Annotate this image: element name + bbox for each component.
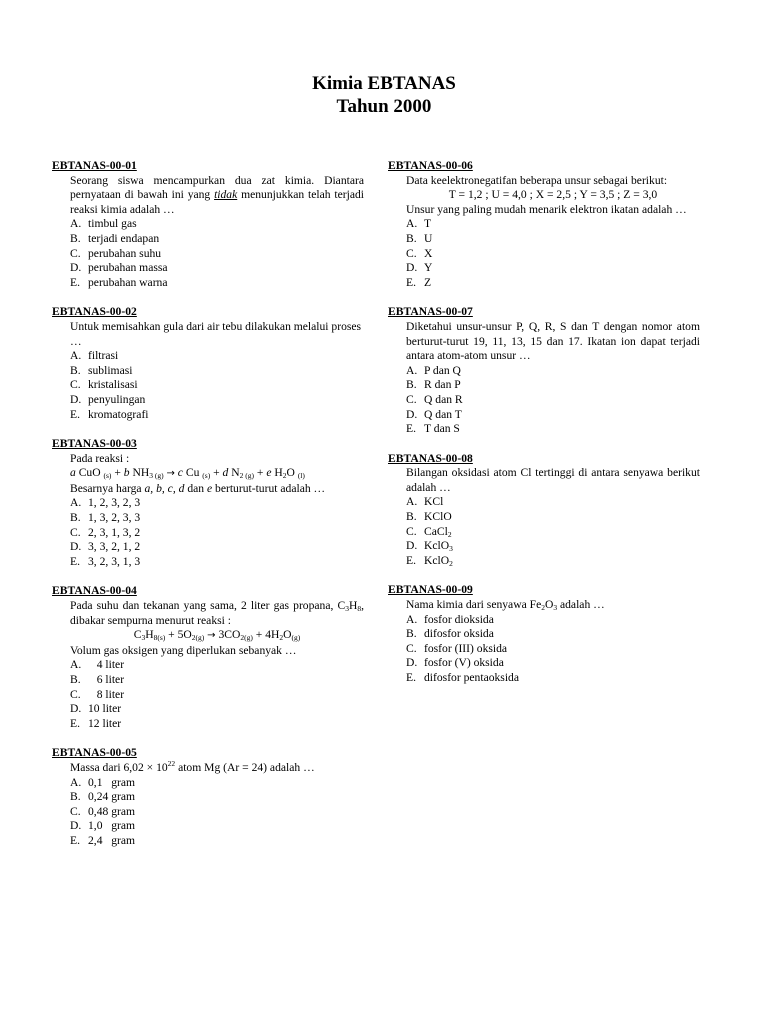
option-c (70, 526, 364, 541)
option-b (70, 232, 364, 247)
option-b (406, 378, 700, 393)
formula-nh3: NH (129, 466, 150, 480)
option-letter: A. (70, 496, 82, 510)
option-e (70, 276, 364, 291)
option-text (424, 539, 453, 554)
subscript: (g) (291, 633, 301, 643)
formula: KclO (424, 539, 450, 553)
option-text: perubahan massa (88, 261, 168, 275)
option-letter: D. (70, 819, 82, 833)
plus: + (254, 466, 267, 480)
question-00-02 (52, 305, 364, 422)
reaction-arrow-icon: → (207, 630, 216, 642)
option-letter: D. (406, 261, 418, 275)
formula-n2: N (228, 466, 240, 480)
option-a (406, 495, 700, 510)
subscript: 8(s) (153, 633, 166, 643)
option-e (70, 408, 364, 423)
option-a (406, 364, 700, 379)
option-letter: B. (406, 627, 417, 641)
data-line: T = 1,2 ; U = 4,0 ; X = 2,5 ; Y = 3,5 ; Z = 3,0 (448, 188, 658, 202)
option-e (70, 717, 364, 732)
question-title: EBTANAS-00-02 (52, 305, 137, 319)
option-letter: B. (70, 231, 81, 245)
question-stem: Untuk memisahkan gula dari air tebu dilakukan melalui proses … (70, 319, 362, 348)
question-title: EBTANAS-00-09 (388, 583, 473, 597)
formula: CaCl (424, 524, 448, 538)
option-letter: C. (406, 392, 417, 406)
option-d (406, 408, 700, 423)
stem-text: Pada suhu dan tekanan yang sama, 2 liter gas propana, C (70, 599, 346, 613)
option-list (70, 658, 364, 731)
option-letter: D. (406, 407, 418, 421)
option-text: difosfor pentaoksida (424, 671, 519, 684)
option-text: fosfor (III) oksida (424, 641, 508, 655)
question-title: EBTANAS-00-03 (52, 437, 137, 451)
option-letter: A. (406, 217, 418, 231)
option-letter: D. (70, 702, 82, 716)
stem-text: H (348, 599, 358, 613)
question-stem (70, 174, 364, 218)
state-s: (s) (202, 471, 211, 481)
state-g: (g) (152, 471, 164, 481)
option-text: 8 liter (88, 687, 125, 701)
question-body (388, 174, 700, 291)
coef-b: b (123, 466, 130, 480)
option-text: T dan S (424, 422, 460, 436)
option-c (70, 805, 364, 820)
question-stem: Data keelektronegatifan beberapa unsur sebagai berikut: (406, 173, 668, 187)
stem-variables: a, b, c, d (144, 481, 185, 495)
option-letter: C. (406, 246, 417, 260)
page-title (0, 72, 768, 118)
coef-c: c (177, 466, 183, 480)
option-letter: A. (406, 495, 418, 509)
question-stem (70, 758, 364, 776)
option-list (406, 217, 700, 290)
option-list (70, 496, 364, 569)
option-text: T (424, 217, 432, 231)
option-text (424, 495, 443, 510)
stem-text: Nama kimia dari senyawa Fe (406, 598, 542, 612)
subscript: 2 (449, 558, 453, 568)
option-e (70, 834, 364, 849)
option-text: 2, 3, 1, 3, 2 (88, 525, 141, 539)
question-body (52, 599, 364, 731)
option-text: 10 liter (88, 702, 122, 716)
option-letter: A. (70, 217, 82, 231)
option-letter: B. (406, 231, 417, 245)
option-a (70, 776, 364, 791)
plus: + (210, 466, 223, 480)
reaction-equation (70, 628, 364, 644)
option-letter: D. (406, 539, 418, 553)
stem-emphasis: tidak (214, 188, 238, 202)
formula-h: H (271, 466, 283, 480)
option-text: perubahan suhu (88, 246, 162, 260)
formula-o: O (286, 466, 298, 480)
subscript: 3 (149, 471, 153, 481)
question-00-06 (388, 159, 700, 290)
question-00-04 (52, 584, 364, 731)
state-s: (s) (103, 471, 112, 481)
formula-o2: + 5O (165, 628, 192, 642)
question-body (388, 466, 700, 568)
option-text: U (424, 231, 433, 245)
option-list (70, 776, 364, 849)
option-e (406, 276, 700, 291)
option-letter: E. (406, 553, 416, 567)
formula-cu: Cu (182, 466, 203, 480)
option-c (406, 525, 700, 540)
option-e (406, 671, 700, 686)
coef-a: a (70, 466, 76, 480)
option-text: R dan P (424, 378, 461, 392)
option-text (424, 554, 453, 569)
option-letter: D. (70, 261, 82, 275)
subscript: 8 (357, 604, 362, 614)
question-00-08 (388, 452, 700, 569)
question-00-01 (52, 159, 364, 290)
option-c (406, 247, 700, 262)
question-title: EBTANAS-00-06 (388, 159, 473, 172)
option-e (70, 555, 364, 570)
stem-text: Besarnya harga (70, 481, 145, 495)
option-text: 0,1 gram (88, 775, 136, 789)
state-g: (g) (243, 471, 254, 481)
question-title: EBTANAS-00-01 (52, 159, 137, 172)
option-letter: C. (70, 378, 81, 392)
question-title: EBTANAS-00-08 (388, 451, 473, 465)
formula-h: H (145, 628, 154, 642)
option-text: filtrasi (88, 349, 119, 363)
option-d (406, 539, 700, 554)
question-stem: Unsur yang paling mudah menarik elektron ikatan adalah … (406, 202, 687, 216)
option-letter: E. (406, 671, 416, 684)
question-stem: Volum gas oksigen yang diperlukan sebanyak … (70, 643, 297, 657)
option-letter: C. (406, 641, 417, 655)
option-c (70, 688, 364, 703)
option-a (70, 217, 364, 232)
option-text: difosfor oksida (424, 627, 494, 641)
option-list (406, 364, 700, 437)
option-letter: E. (70, 716, 80, 730)
option-letter: B. (70, 511, 81, 525)
stem-text: berturut-turut adalah … (212, 481, 326, 495)
stem-text: dan (184, 481, 207, 495)
option-text: penyulingan (88, 392, 146, 406)
subscript: 2 (279, 633, 284, 643)
option-d (406, 656, 700, 671)
option-text: P dan Q (424, 363, 461, 377)
question-00-09 (388, 583, 700, 685)
coef-e: e (266, 466, 272, 480)
question-body (52, 174, 364, 291)
option-text: Q dan R (424, 392, 463, 406)
stem-text: , dibakar sempurna menurut reaksi : (70, 599, 364, 627)
option-letter: C. (70, 687, 81, 701)
formula-cuo: CuO (75, 466, 104, 480)
subscript: 3 (345, 604, 349, 614)
formula-co2: 3CO (215, 628, 241, 642)
option-letter: C. (406, 524, 417, 538)
option-text: Y (424, 261, 433, 275)
option-letter: B. (70, 673, 81, 686)
option-text: 1, 3, 2, 3, 3 (88, 511, 141, 525)
option-text: Q dan T (424, 407, 462, 421)
plus: + (111, 466, 124, 480)
option-text: 0,48 gram (88, 804, 136, 818)
option-c (406, 393, 700, 408)
option-text (424, 525, 452, 540)
subscript: 3 (449, 544, 453, 554)
option-d (70, 393, 364, 408)
option-letter: A. (406, 363, 418, 377)
option-b (70, 790, 364, 805)
question-body (388, 598, 700, 686)
coef-d: d (222, 466, 229, 480)
option-a (70, 349, 364, 364)
option-list (406, 495, 700, 568)
subscript: 2 (282, 471, 287, 481)
option-letter: B. (406, 510, 417, 524)
option-text: fosfor (V) oksida (424, 656, 504, 670)
option-letter: C. (70, 246, 81, 260)
option-text: 3, 2, 3, 1, 3 (88, 554, 141, 568)
option-letter: E. (70, 407, 80, 421)
question-stem: Diketahui unsur-unsur P, Q, R, S dan T dengan nomor atom berturut-turut 19, 11, 13, 15 dan 17. Ikatan ion dapat terjadi antara atom-atom unsur … (406, 319, 700, 363)
subscript: 2(g) (191, 633, 205, 643)
formula-h2o: + 4H (252, 628, 280, 642)
question-title: EBTANAS-00-07 (388, 305, 473, 319)
option-text: 3, 3, 2, 1, 2 (88, 540, 141, 554)
option-b (406, 232, 700, 247)
option-letter: E. (70, 554, 80, 568)
option-letter: B. (406, 378, 417, 392)
option-text: terjadi endapan (88, 231, 160, 245)
option-b (70, 364, 364, 379)
option-letter: B. (70, 790, 81, 804)
option-d (70, 540, 364, 555)
state-l: (l) (297, 471, 305, 481)
option-letter: E. (70, 275, 80, 289)
option-text: timbul gas (88, 217, 137, 231)
option-letter: D. (406, 656, 418, 670)
subscript: 2(g) (240, 633, 253, 643)
option-letter: E. (70, 833, 80, 847)
option-letter: B. (70, 363, 81, 377)
option-letter: A. (70, 775, 82, 789)
option-letter: E. (406, 275, 416, 289)
question-stem (70, 482, 364, 497)
option-text (424, 510, 452, 525)
option-b (70, 511, 364, 526)
reaction-arrow-icon: → (166, 468, 175, 480)
left-column (52, 159, 364, 864)
option-a (70, 658, 364, 673)
question-stem: Bilangan oksidasi atom Cl tertinggi di antara senyawa berikut adalah … (406, 466, 700, 494)
option-letter: D. (70, 392, 82, 406)
option-text: sublimasi (88, 363, 133, 377)
option-text: perubahan warna (88, 275, 168, 289)
subscript: 3 (141, 633, 146, 643)
option-text: 1, 2, 3, 2, 3 (88, 496, 141, 510)
option-d (406, 261, 700, 276)
option-letter: A. (406, 612, 418, 626)
subscript: 2 (447, 529, 452, 539)
question-title: EBTANAS-00-05 (52, 746, 137, 760)
question-00-05 (52, 746, 364, 848)
option-text: 12 liter (88, 716, 122, 730)
option-text: 4 liter (88, 658, 125, 672)
stem-variable-e: e (206, 481, 213, 495)
formula: KclO (424, 553, 450, 567)
option-e (406, 554, 700, 569)
question-body (52, 452, 364, 570)
option-text: X (424, 246, 433, 260)
option-list (406, 613, 700, 686)
option-letter: E. (406, 422, 416, 436)
title-line-2: Tahun 2000 (336, 96, 432, 117)
option-c (70, 378, 364, 393)
question-title: EBTANAS-00-04 (52, 584, 137, 598)
question-body (52, 758, 364, 849)
question-00-07 (388, 305, 700, 436)
option-text: 0,24 gram (88, 790, 136, 804)
option-e (406, 422, 700, 437)
option-letter: A. (70, 349, 82, 363)
option-a (406, 217, 700, 232)
question-body (52, 320, 364, 422)
question-stem (406, 598, 700, 613)
option-letter: C. (70, 525, 81, 539)
subscript: 3 (553, 603, 558, 613)
question-00-03 (52, 437, 364, 569)
formula: KCl (424, 495, 444, 509)
option-c (406, 642, 700, 657)
option-letter: A. (70, 658, 82, 672)
option-d (70, 261, 364, 276)
option-b (70, 673, 364, 688)
subscript: 2 (239, 471, 244, 481)
formula: KClO (424, 510, 452, 524)
stem-text: adalah … (557, 598, 605, 612)
option-list (70, 349, 364, 422)
formula-c: C (133, 628, 142, 642)
title-line-1: Kimia EBTANAS (312, 73, 456, 94)
stem-text: atom Mg (Ar = 24) adalah … (175, 760, 315, 774)
option-text: 6 liter (88, 673, 125, 686)
question-body (388, 320, 700, 437)
option-a (406, 613, 700, 628)
option-list (70, 217, 364, 290)
option-b (406, 627, 700, 642)
stem-text: Massa dari 6,02 × 10 (70, 760, 168, 774)
option-text: 1,0 gram (88, 819, 136, 833)
option-text: 2,4 gram (88, 833, 136, 847)
subscript: 2 (541, 603, 545, 613)
option-text: kromatografi (88, 407, 149, 421)
option-text: Z (424, 275, 432, 289)
stem-text: menunjukkan telah terjadi reaksi kimia adalah … (70, 188, 364, 216)
option-b (406, 510, 700, 525)
stem-text: Seorang siswa mencampurkan dua zat kimia. Diantara pernyataan di bawah ini yang (70, 173, 364, 202)
question-intro: Pada reaksi : (70, 451, 130, 465)
option-letter: D. (70, 540, 82, 554)
question-stem (70, 599, 364, 628)
option-d (70, 819, 364, 834)
option-d (70, 702, 364, 717)
option-text: kristalisasi (88, 378, 138, 392)
formula-o: O (283, 628, 292, 642)
reaction-equation (70, 466, 364, 482)
option-c (70, 247, 364, 262)
stem-text: O (544, 598, 554, 612)
option-letter: C. (70, 804, 81, 818)
option-text: fosfor dioksida (424, 612, 494, 626)
option-a (70, 496, 364, 511)
right-column (388, 159, 700, 701)
exponent: 22 (167, 758, 176, 768)
